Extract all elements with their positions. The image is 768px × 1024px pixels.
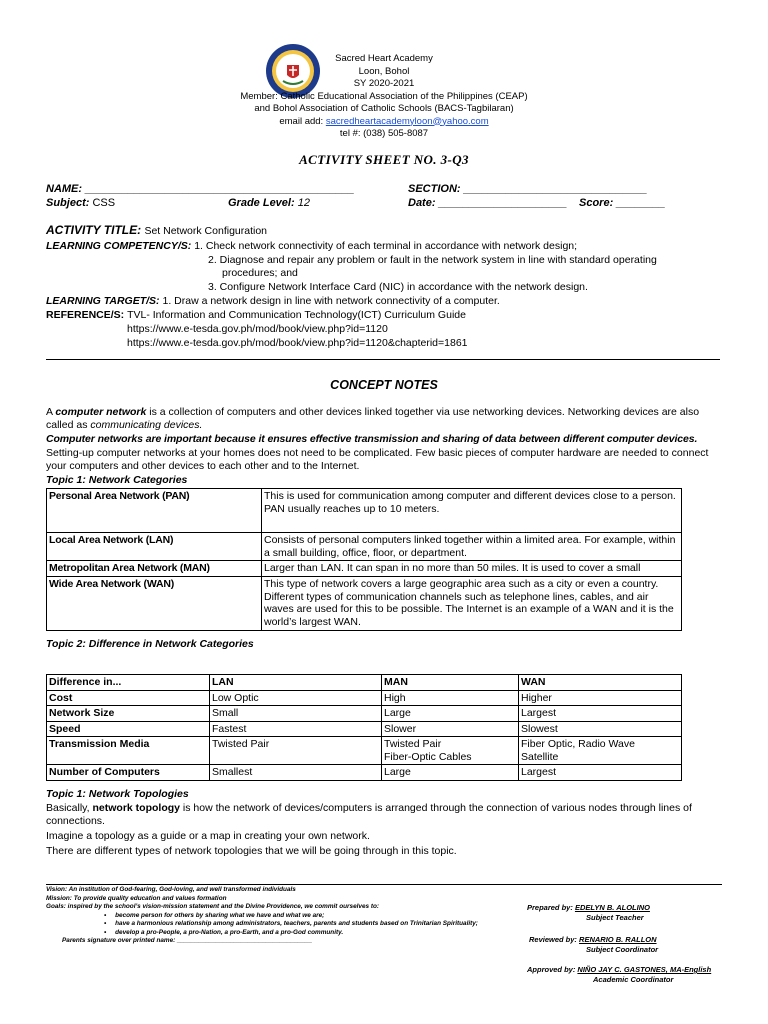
table-cell: Largest — [519, 706, 682, 722]
section-field[interactable]: SECTION: ______________________________ — [408, 183, 648, 195]
category-name: Personal Area Network (PAN) — [47, 489, 262, 533]
competency-label: LEARNING COMPETENCY/S: — [46, 240, 195, 252]
concept-paragraph-3: Setting-up computer networks at your homes does not need to be complicated. Few basic pieces of computer hardware are needed to connect your computers and other devices to each other and to the Internet. — [46, 447, 709, 472]
topology-paragraph-2: Imagine a topology as a guide or a map in creating your own network. — [46, 830, 370, 842]
competency-3: 3. Configure Network Interface Card (NIC) in accordance with the network design. — [208, 281, 588, 293]
mission-line: Mission: To provide quality education and values formation — [46, 894, 227, 902]
table-cell: Slowest — [519, 721, 682, 737]
reference-line — [46, 309, 466, 323]
approved-by — [527, 965, 711, 974]
column-header: WAN — [519, 675, 682, 691]
table-row — [47, 489, 682, 533]
column-header: MAN — [382, 675, 519, 691]
bullet-icon: • — [104, 920, 116, 927]
goal-bullet-2 — [46, 920, 516, 929]
topic-3-heading: Topic 1: Network Topologies — [46, 788, 189, 800]
category-name: Wide Area Network (WAN) — [47, 577, 262, 631]
table-cell: High — [382, 690, 519, 706]
competency-2a: 2. Diagnose and repair any problem or fault in the network system in line with standard operating — [208, 254, 657, 266]
topic-1-heading: Topic 1: Network Categories — [46, 474, 188, 486]
prepared-name: EDELYN B. ALOLINO — [574, 903, 650, 912]
activity-sheet-title: ACTIVITY SHEET NO. 3-Q3 — [299, 152, 469, 167]
network-differences-table — [46, 674, 682, 781]
table-cell: Fastest — [210, 721, 382, 737]
approved-name: NIÑO JAY C. GASTONES, MA-English — [577, 965, 712, 974]
grade-level-field — [228, 197, 310, 209]
membership-line: Member: Catholic Educational Association of the Philippines (CEAP) — [240, 90, 528, 102]
school-year: SY 2020-2021 — [353, 78, 415, 89]
table-cell: Largest — [519, 765, 682, 781]
category-name: Local Area Network (LAN) — [47, 533, 262, 561]
reference-label: REFERENCE/S: — [46, 309, 128, 321]
subject-value: CSS — [92, 197, 116, 209]
topic-2-heading: Topic 2: Difference in Network Categories — [46, 638, 254, 650]
table-row — [47, 721, 682, 737]
category-desc: This type of network covers a large geographic area such as a city or even a country. Different types of communication channels such as telephone lines, cables, and air waves are used for this to be possible. The Internet is an example of a WAN and it is the world’s largest WAN. — [262, 577, 682, 631]
competency-line-1 — [46, 240, 577, 254]
p1-text-c: is a collection of computers and other devices linked together via use networking devices. Networking devices are also called as — [46, 406, 700, 431]
telephone-line: tel #: (038) 505-8087 — [339, 128, 429, 139]
email-link[interactable]: sacredheartacademyloon@yahoo.com — [325, 115, 489, 127]
reviewed-role: Subject Coordinator — [586, 945, 659, 954]
column-header: LAN — [210, 675, 382, 691]
p4-text-c: is how the network of devices/computers is arranged through the connection of various nodes through lines of connections. — [46, 802, 692, 827]
table-row — [47, 690, 682, 706]
table-cell: Twisted Pair Fiber-Optic Cables — [382, 737, 519, 765]
goal-bullet-1 — [46, 912, 516, 921]
table-cell: Fiber Optic, Radio Wave Satellite — [519, 737, 682, 765]
table-cell: Slower — [382, 721, 519, 737]
grade-label: Grade Level: — [228, 197, 298, 209]
school-vmg — [46, 886, 516, 946]
competency-1: 1. Check network connectivity of each terminal in accordance with network design; — [194, 240, 578, 252]
row-label: Transmission Media — [47, 737, 210, 765]
prepared-role: Subject Teacher — [586, 913, 644, 922]
table-row — [47, 706, 682, 722]
reviewed-label: Reviewed by: — [529, 935, 580, 944]
column-header: Difference in... — [47, 675, 210, 691]
activity-title-line — [46, 223, 267, 237]
subject-field — [46, 197, 115, 209]
parents-signature-line[interactable]: Parents signature over printed name: ______________________________________ — [62, 937, 313, 944]
reference-url-2[interactable]: https://www.e-tesda.gov.ph/mod/book/view.php?id=1120&chapterid=1861 — [127, 337, 468, 349]
activity-title-label: ACTIVITY TITLE: — [46, 223, 145, 237]
row-label: Number of Computers — [47, 765, 210, 781]
topology-paragraph-3: There are different types of network topologies that we will be going through in this topic. — [46, 845, 457, 857]
table-cell: Large — [382, 706, 519, 722]
table-cell: Twisted Pair — [210, 737, 382, 765]
goal-text-3: develop a pro-People, a pro-Nation, a pro-Earth, and a pro-God community. — [115, 928, 344, 936]
name-field[interactable]: NAME: ____________________________________________ — [46, 183, 355, 195]
table-header-row — [47, 675, 682, 691]
goal-text-2: have a harmonious relationship among administrators, teachers, parents and students based on Trinitarian Spirituality; — [115, 920, 478, 927]
reviewed-by — [529, 935, 657, 944]
school-header — [0, 53, 768, 141]
table-cell: Smallest — [210, 765, 382, 781]
table-row — [47, 533, 682, 561]
p4-term: network topology — [92, 802, 180, 814]
bullet-icon: • — [104, 911, 116, 919]
vision-line: Vision: An institution of God-fearing, God-loving, and well transformed individuals — [46, 886, 296, 893]
target-value: 1. Draw a network design in line with network connectivity of a computer. — [162, 295, 500, 307]
concept-paragraph-1 — [46, 406, 722, 432]
table-row — [47, 561, 682, 577]
category-desc: Consists of personal computers linked together within a limited area. For example, within a small building, office, floor, or department. — [262, 533, 682, 561]
row-label: Speed — [47, 721, 210, 737]
prepared-by — [527, 903, 650, 912]
table-row — [47, 737, 682, 765]
p1-term-2: communicating devices. — [90, 419, 203, 431]
table-cell: Large — [382, 765, 519, 781]
target-label: LEARNING TARGET/S: — [46, 295, 163, 307]
concept-notes-heading: CONCEPT NOTES — [330, 378, 438, 392]
table-cell: Higher — [519, 690, 682, 706]
bullet-icon: • — [104, 928, 116, 936]
approved-label: Approved by: — [527, 965, 578, 974]
category-name: Metropolitan Area Network (MAN) — [47, 561, 262, 577]
table-row — [47, 577, 682, 631]
section-divider — [46, 359, 720, 360]
table-cell: Low Optic — [210, 690, 382, 706]
p1-text-a: A — [46, 406, 56, 418]
row-label: Network Size — [47, 706, 210, 722]
reference-value: TVL- Information and Communication Technology(ICT) Curriculum Guide — [127, 309, 466, 321]
activity-title-value: Set Network Configuration — [144, 225, 268, 237]
category-desc: Larger than LAN. It can span in no more than 50 miles. It is used to cover a small — [262, 561, 682, 577]
topology-paragraph — [46, 802, 722, 828]
reference-url-1[interactable]: https://www.e-tesda.gov.ph/mod/book/view.php?id=1120 — [127, 323, 388, 335]
prepared-label: Prepared by: — [527, 903, 575, 912]
email-line — [0, 116, 768, 129]
network-categories-table — [46, 488, 682, 631]
row-label: Cost — [47, 690, 210, 706]
association-line: and Bohol Association of Catholic Schools (BACS-Tagbilaran) — [254, 103, 514, 114]
learning-target-line — [46, 295, 500, 309]
competency-2b: procedures; and — [222, 267, 298, 279]
grade-value: 12 — [297, 197, 310, 209]
school-address: Loon, Bohol — [358, 65, 410, 77]
subject-label: Subject: — [46, 197, 93, 209]
score-field[interactable]: Score: ________ — [579, 197, 666, 209]
approved-role: Academic Coordinator — [593, 975, 674, 984]
email-label: email add: — [279, 115, 326, 127]
footer-divider — [46, 884, 722, 885]
goal-text-1: become person for others by sharing what we have and what we are; — [115, 911, 325, 919]
p4-text-a: Basically, — [46, 802, 93, 814]
school-name: Sacred Heart Academy — [335, 53, 433, 64]
date-field[interactable]: Date: _____________________ — [408, 197, 568, 209]
table-cell: Small — [210, 706, 382, 722]
concept-paragraph-2: Computer networks are important because it ensures effective transmission and sharing of data between different computer devices. — [46, 433, 698, 445]
goal-bullet-3 — [46, 929, 516, 938]
goals-line: Goals: inspired by the school’s vision-mission statement and the Divine Providence, we commit ourselves to: — [46, 903, 379, 910]
category-desc: This is used for communication among computer and different devices close to a person. PAN usually reaches up to 10 meters. — [262, 489, 682, 533]
table-row — [47, 765, 682, 781]
reviewed-name: RENARIO B. RALLON — [579, 935, 657, 944]
p1-term: computer network — [55, 406, 147, 418]
